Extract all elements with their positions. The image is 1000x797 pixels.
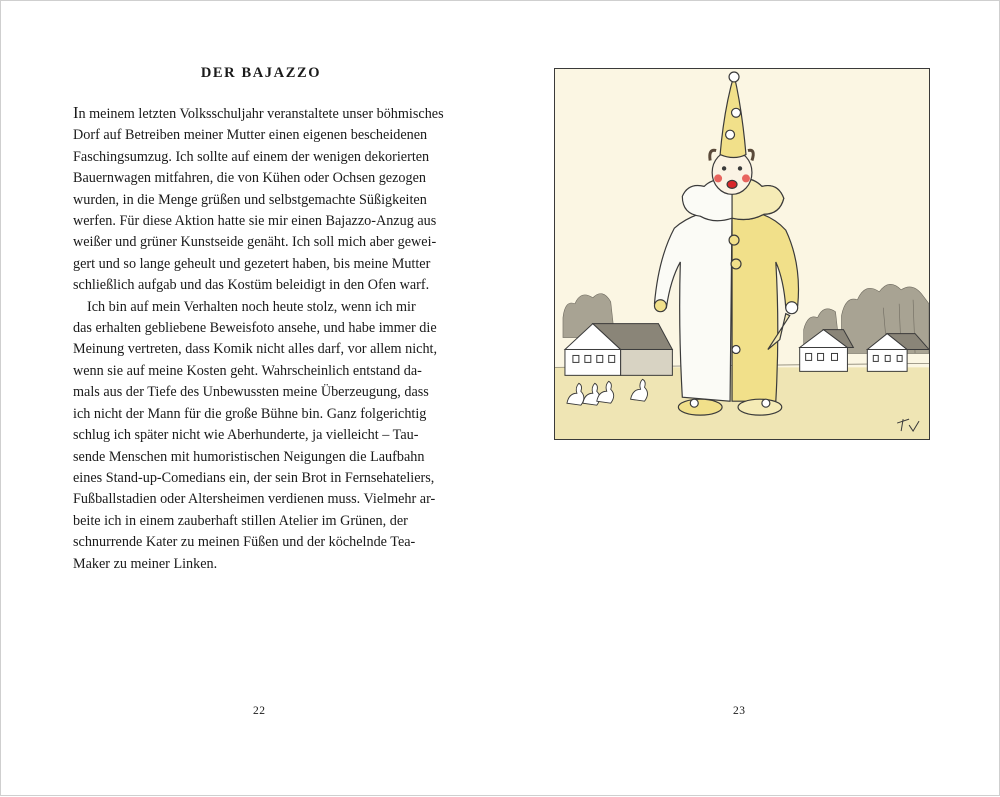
text-line: das erhalten gebliebene Beweisfoto ansehe, und habe immer die <box>73 320 437 337</box>
text-line: schließlich aufgab und das Kostüm beleidigt in den Ofen warf. <box>73 277 430 294</box>
text-line: ich nicht der Mann für die große Bühne bin. Ganz folgerichtig <box>73 405 427 422</box>
text-line: wurden, in die Menge grüßen und selbstgemachte Süßigkeiten <box>73 191 427 208</box>
text-line: Meinung vertreten, dass Komik nicht alles darf, vor allem nicht, <box>73 341 438 358</box>
clown-illustration <box>554 68 930 440</box>
text-line: Ich bin auf mein Verhalten noch heute stolz, wenn ich mir <box>87 298 416 315</box>
text-line: beite ich in einem zauberhaft stillen Atelier im Grünen, der <box>73 512 408 529</box>
paragraph-1 <box>73 102 450 297</box>
chapter-title: DER BAJAZZO <box>200 65 322 81</box>
text-line: Faschingsumzug. Ich sollte auf einem der wenigen dekorierten <box>73 148 430 165</box>
body-text <box>73 102 450 575</box>
page-number-right: 23 <box>733 705 746 717</box>
text-line: Dorf auf Betreiben meiner Mutter einen eigenen bescheidenen <box>73 127 428 144</box>
clown-drawing <box>555 69 929 439</box>
text-line: werfen. Für diese Aktion hatte sie mir einen Bajazzo-Anzug aus <box>73 213 437 230</box>
text-line: wenn sie auf meine Kosten geht. Wahrscheinlich entstand da- <box>73 362 422 379</box>
text-line: eines Stand-up-Comedians ein, der sein Brot in Fernsehateliers, <box>73 469 435 486</box>
text-line: weißer und grüner Kunstseide genäht. Ich soll mich aber gewei- <box>73 234 437 251</box>
page-number-left: 22 <box>253 705 266 717</box>
text-line: Fußballstadien oder Altersheimen verdienen muss. Vielmehr ar- <box>73 491 436 508</box>
text-line: n meinem letzten Volksschuljahr veranstaltete unser böhmisches <box>78 106 444 122</box>
text-line: sende Menschen mit humoristischen Neigungen die Laufbahn <box>73 448 425 465</box>
text-line: Maker zu meiner Linken. <box>73 555 218 572</box>
dropcap: I <box>73 103 79 122</box>
text-line: gert und so lange geheult und gezetert haben, bis meine Mutter <box>73 255 431 272</box>
paragraph-2 <box>73 297 450 575</box>
text-line: schnurrende Kater zu meinen Füßen und der köchelnde Tea- <box>73 534 416 551</box>
text-line: Bauernwagen mitfahren, die von Kühen oder Ochsen gezogen <box>73 170 426 187</box>
right-page <box>501 1 1000 797</box>
text-line: mals aus der Tiefe des Unbewussten meine Überzeugung, dass <box>73 384 429 401</box>
text-line: schlug ich später nicht wie Aberhunderte, ja vielleicht – Tau- <box>73 427 419 444</box>
left-page <box>1 1 501 797</box>
